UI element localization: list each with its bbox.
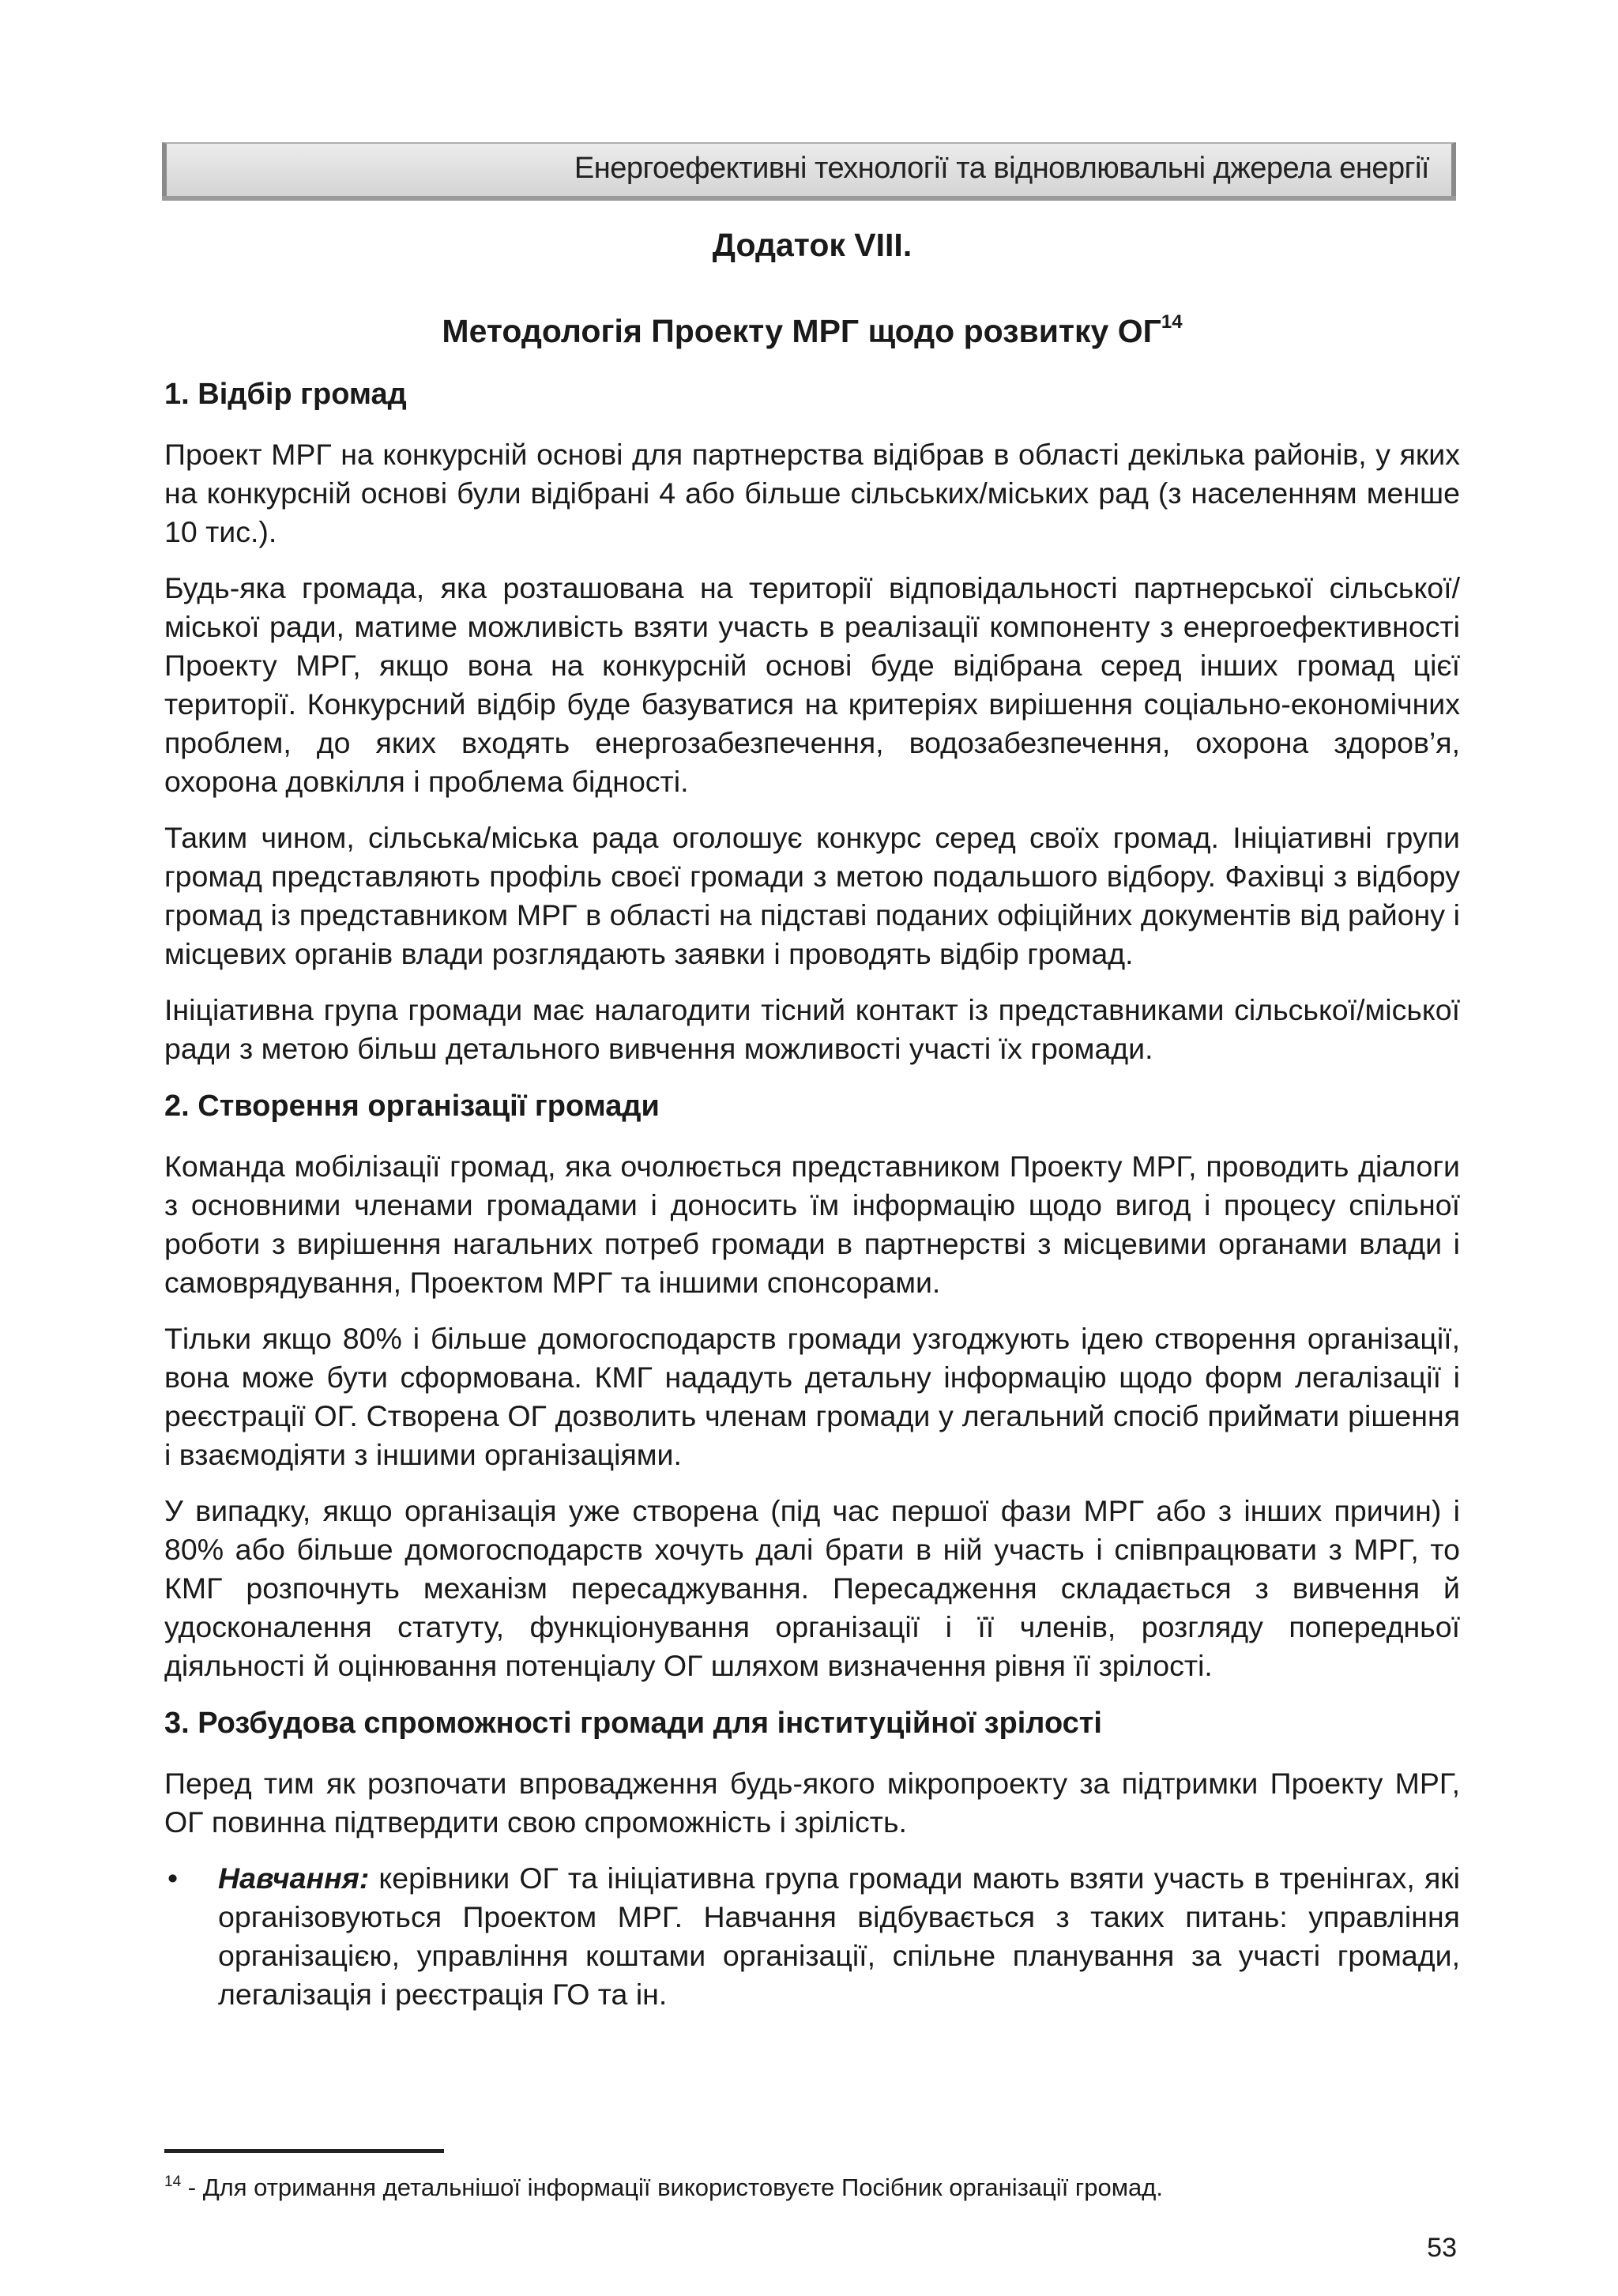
page-title	[164, 299, 1460, 355]
page-content	[164, 221, 1460, 2014]
title-footnote-ref[interactable]: 14	[1161, 311, 1183, 333]
page-number: 53	[1427, 2233, 1457, 2263]
section-heading: 1. Відбір громад	[164, 378, 407, 411]
paragraph: Тільки якщо 80% і більше домогосподарств громади узгоджують ідею створення організації, вона може бути сформована. КМГ нададуть детальну інформацію щодо форм легалізації і реєстрації ОГ. Створена ОГ дозволить членам громади у легальний спосіб приймати рішення і взаємодіяти з іншими організаціями.	[164, 1322, 1460, 1471]
paragraph: Перед тим як розпочати впровадження будь-якого мікропроекту за підтримки Проекту МРГ, ОГ повинна підтвердити свою спроможність і зрілість.	[164, 1767, 1460, 1839]
bullet-marker-icon: •	[167, 1861, 179, 1895]
paragraph: Таким чином, сільська/міська рада оголошує конкурс серед своїх громад. Ініціативні групи громад представляють профіль своєї громади з метою подальшого відбору. Фахівці з відбору громад із представником МРГ в області на підставі поданих офіційних документів від району і місцевих органів влади розглядають заявки і проводять відбір громад.	[164, 821, 1460, 970]
appendix-label: Додаток VIII.	[712, 227, 912, 263]
section-capacity-building	[164, 1703, 1460, 2014]
page-title-text: Методологія Проекту МРГ щодо розвитку ОГ	[442, 313, 1161, 349]
running-header-title: Енергоефективні технології та відновлювальні джерела енергії	[574, 152, 1429, 185]
paragraph: Ініціативна група громади має налагодити тісний контакт із представниками сільської/міської ради з метою більш детального вивчення можливості участі їх громади.	[164, 993, 1460, 1065]
footnote	[164, 2165, 1460, 2205]
footnote-divider	[164, 2149, 444, 2153]
paragraph: Проект МРГ на конкурсній основі для партнерства відібрав в області декілька районів, у яких на конкурсній основі були відібрані 4 або більше сільських/міських рад (з населенням менше 10 тис.).	[164, 438, 1460, 548]
section-heading: 2. Створення організації громади	[164, 1090, 660, 1123]
bullet-item-training	[164, 1859, 1460, 2014]
bullet-text: керівники ОГ та ініціативна група громади мають взяти участь в тренінгах, які організовуються Проектом МРГ. Навчання відбувається з таких питань: управління організацією, управління коштами організації, спільне планування за участі громади, легалізація і реєстрація ГО та ін.	[218, 1861, 1460, 2011]
paragraph: Будь-яка громада, яка розташована на території відповідальності партнерської сільської/міської ради, матиме можливість взяти участь в реалізації компоненту з енергоефективності Проекту МРГ, якщо вона на конкурсній основі буде відібрана серед інших громад цієї території. Конкурсний відбір буде базуватися на критеріях вирішення соціально-економічних проблем, до яких входять енергозабезпечення, водозабезпечення, охорона здоров’я, охорона довкілля і проблема бідності.	[164, 571, 1460, 798]
footnote-text: - Для отримання детальнішої інформації використовуєте Посібник організації громад.	[181, 2174, 1163, 2201]
bullet-list	[164, 1859, 1460, 2014]
section-community-organization	[164, 1086, 1460, 1685]
running-header-bar	[162, 142, 1456, 196]
paragraph: У випадку, якщо організація уже створена (під час першої фази МРГ або з інших причин) і 80% або більше домогосподарств хочуть далі брати в ній участь і співпрацювати з МРГ, то КМГ розпочнуть механізм пересаджування. Пересадження складається з вивчення й удосконалення статуту, функціонування організації і її членів, розгляду попередньої діяльності й оцінювання потенціалу ОГ шляхом визначення рівня її зрілості.	[164, 1494, 1460, 1682]
section-heading: 3. Розбудова спроможності громади для інституційної зрілості	[164, 1707, 1102, 1740]
paragraph: Команда мобілізації громад, яка очолюється представником Проекту МРГ, проводить діалоги з основними членами громадами і доносить їм інформацію щодо вигод і процесу спільної роботи з вирішення нагальних потреб громади в партнерстві з місцевими органами влади і самоврядування, Проектом МРГ та іншими спонсорами.	[164, 1150, 1460, 1299]
footnote-number: 14	[164, 2174, 182, 2190]
section-community-selection	[164, 374, 1460, 1068]
bullet-term: Навчання:	[218, 1861, 370, 1895]
